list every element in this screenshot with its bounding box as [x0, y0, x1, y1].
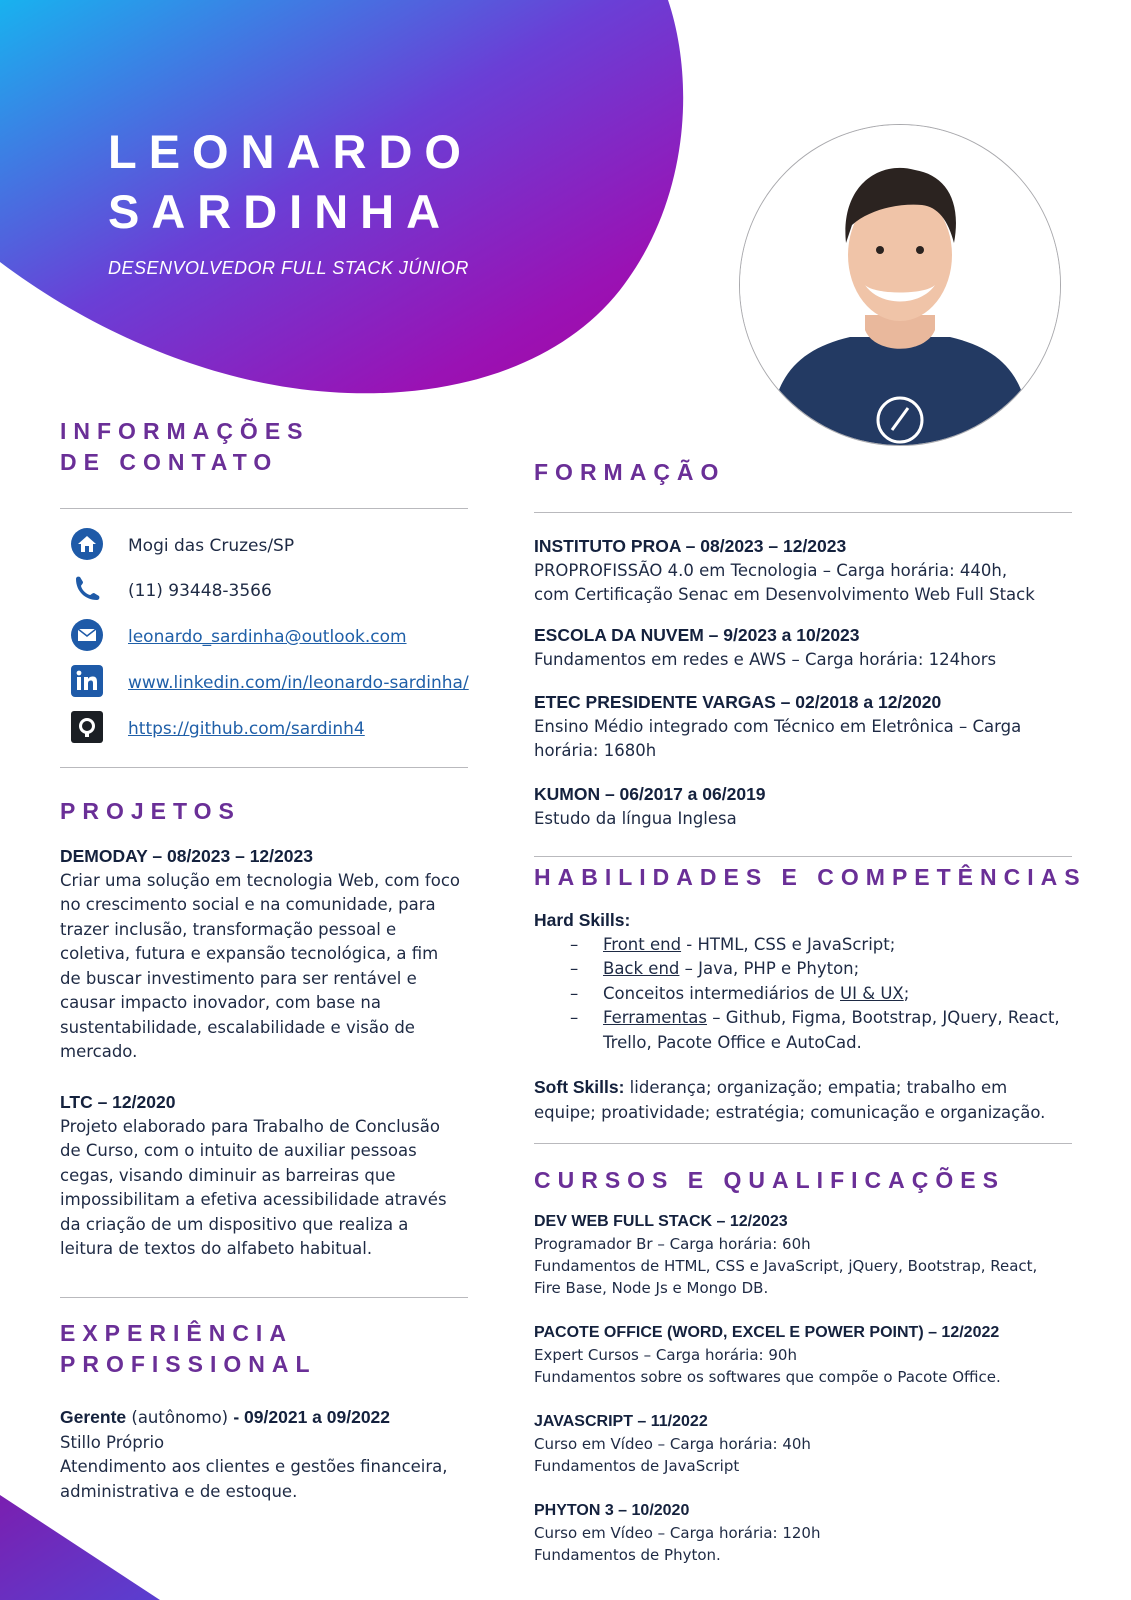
- skills-block: [534, 908, 1094, 1055]
- skills-divider: [534, 1143, 1072, 1144]
- projects-divider: [60, 1297, 468, 1298]
- email-link[interactable]: leonardo_sardinha@outlook.com: [128, 627, 407, 647]
- experience-heading: Gerente (autônomo) - 09/2021 a 09/2022: [60, 1407, 391, 1427]
- github-link[interactable]: https://github.com/sardinh4: [128, 719, 365, 739]
- course-item: PACOTE OFFICE (WORD, EXCEL E POWER POINT) – 12/2022 Expert Cursos – Carga horária: 90h Fundamentos sobre os softwares que compõe o Pacote Office.: [534, 1324, 1001, 1386]
- education-divider-bottom: [534, 856, 1072, 857]
- experience-item: Gerente (autônomo) - 09/2021 a 09/2022 Stillo Próprio Atendimento aos clientes e gestões financeira, administrativa e de estoque.: [60, 1405, 480, 1504]
- contact-github: [71, 711, 491, 747]
- education-item: KUMON – 06/2017 a 06/2019 Estudo da língua Inglesa: [534, 784, 766, 828]
- course-item: JAVASCRIPT – 11/2022 Curso em Vídeo – Carga horária: 40h Fundamentos de JavaScript: [534, 1413, 811, 1475]
- email-icon: [71, 619, 103, 651]
- contact-location: [71, 528, 491, 564]
- contact-section-title: INFORMAÇÕES DE CONTATO: [60, 418, 310, 475]
- home-icon: [71, 528, 103, 560]
- soft-skills-label: Soft Skills:: [534, 1077, 625, 1097]
- last-name: SARDINHA: [108, 185, 453, 238]
- education-section-title: FORMAÇÃO: [534, 459, 726, 485]
- project-heading: LTC – 12/2020: [60, 1092, 176, 1112]
- project-heading: DEMODAY – 08/2023 – 12/2023: [60, 846, 313, 866]
- first-name: LEONARDO: [108, 125, 473, 178]
- job-title: DESENVOLVEDOR FULL STACK JÚNIOR: [108, 258, 469, 278]
- list-item: – Conceitos intermediários de UI & UX;: [534, 982, 1094, 1007]
- contact-email: [71, 619, 491, 655]
- github-icon: [71, 711, 103, 743]
- education-divider-top: [534, 512, 1072, 513]
- linkedin-link[interactable]: www.linkedin.com/in/leonardo-sardinha/: [128, 673, 469, 693]
- candidate-name: [108, 122, 473, 242]
- experience-section-title: EXPERIÊNCIA PROFISSIONAL: [60, 1320, 317, 1377]
- hard-skills-label: Hard Skills:: [534, 910, 631, 930]
- list-item: – Front end - HTML, CSS e JavaScript;: [534, 933, 1094, 958]
- linkedin-icon: [71, 665, 103, 697]
- location-text: Mogi das Cruzes/SP: [128, 536, 295, 556]
- corner-gradient-triangle: [0, 1495, 170, 1600]
- list-item: – Back end – Java, PHP e Phyton;: [534, 957, 1094, 982]
- education-item: ESCOLA DA NUVEM – 9/2023 a 10/2023 Fundamentos em redes e AWS – Carga horária: 124hors: [534, 625, 997, 669]
- project-item: DEMODAY – 08/2023 – 12/2023 Criar uma solução em tecnologia Web, com foco no crescimento social e na comunidade, para trazer inclusão, transformação pessoal e coletiva, futura e expansão tecnológica, a fim de buscar investimento para ser rentável e causar impacto inovador, com base na sustentabilidade, escalabilidade e visão de mercado.: [60, 844, 480, 1065]
- profile-photo: [739, 124, 1061, 446]
- phone-text: (11) 93448-3566: [128, 581, 272, 601]
- contact-divider-bottom: [60, 767, 468, 768]
- list-item: – Ferramentas – Github, Figma, Bootstrap, JQuery, React, Trello, Pacote Office e AutoCad.: [534, 1006, 1094, 1055]
- skills-section-title: HABILIDADES E COMPETÊNCIAS: [534, 864, 1087, 890]
- hard-skills-list: [534, 933, 1094, 1056]
- project-item: LTC – 12/2020 Projeto elaborado para Trabalho de Conclusão de Curso, com o intuito de auxiliar pessoas cegas, visando diminuir as barreiras que impossibilitam a efetiva acessibilidade através da criação de um dispositivo que realiza a leitura de textos do alfabeto habitual.: [60, 1090, 480, 1262]
- contact-phone: [71, 573, 491, 609]
- course-item: DEV WEB FULL STACK – 12/2023 Programador Br – Carga horária: 60h Fundamentos de HTML, CSS e JavaScript, jQuery, Bootstrap, React, Fire Base, Node Js e Mongo DB.: [534, 1213, 1038, 1297]
- experience-company: Stillo Próprio: [60, 1432, 165, 1452]
- projects-section-title: PROJETOS: [60, 798, 241, 824]
- course-item: PHYTON 3 – 10/2020 Curso em Vídeo – Carga horária: 120h Fundamentos de Phyton.: [534, 1502, 821, 1564]
- education-item: INSTITUTO PROA – 08/2023 – 12/2023 PROPROFISSÃO 4.0 em Tecnologia – Carga horária: 440h, com Certificação Senac em Desenvolvimento Web Full Stack: [534, 536, 1035, 604]
- phone-icon: [71, 573, 103, 605]
- contact-linkedin: [71, 665, 491, 701]
- soft-skills-block: Soft Skills: liderança; organização; empatia; trabalho em equipe; proatividade; estratégia; comunicação e organização.: [534, 1077, 1046, 1122]
- education-item: ETEC PRESIDENTE VARGAS – 02/2018 a 12/2020 Ensino Médio integrado com Técnico em Eletrônica – Carga horária: 1680h: [534, 692, 1022, 760]
- courses-section-title: CURSOS E QUALIFICAÇÕES: [534, 1167, 1005, 1193]
- contact-divider-top: [60, 508, 468, 509]
